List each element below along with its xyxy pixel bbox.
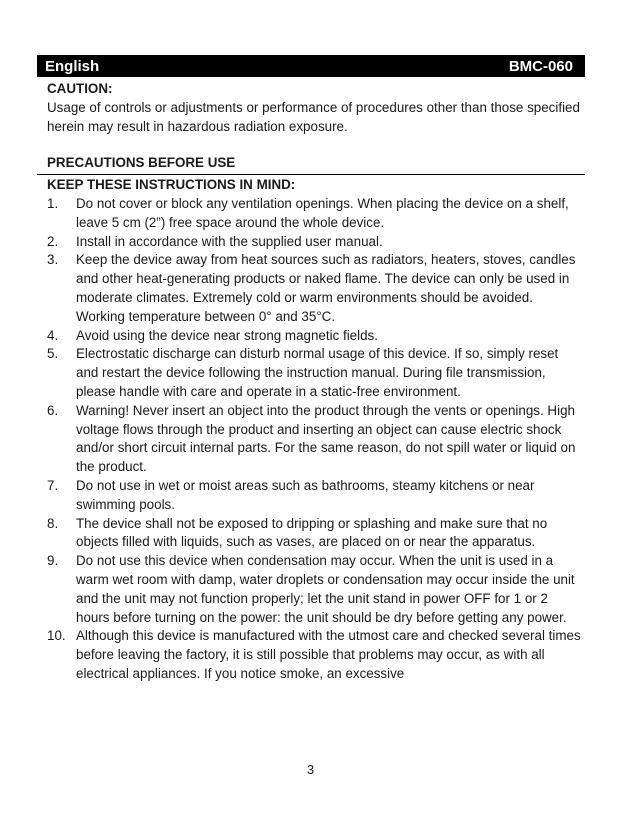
list-item-number: 8. (47, 515, 59, 531)
list-item-number: 9. (47, 553, 59, 569)
caution-title: CAUTION: (47, 81, 113, 96)
list-item-text: Do not use this device when condensation may occur. When the unit is used in a warm wet room with damp, water droplets or condensation may occur inside the unit and the unit may not function properly; let the unit stand in power OFF for 1 or 2 hours before turning on the power: the unit should be dry before getting any power. (76, 553, 575, 625)
list-item-number: 7. (47, 477, 59, 493)
precautions-list (47, 195, 581, 684)
manual-page (37, 55, 585, 684)
list-item (47, 627, 581, 683)
list-item-number: 3. (47, 252, 59, 268)
list-item (47, 195, 581, 233)
list-item (47, 402, 581, 477)
list-item (47, 477, 581, 515)
language-header-bar (37, 55, 585, 77)
list-item-number: 4. (47, 327, 59, 343)
list-item (47, 233, 581, 252)
list-item-text: The device shall not be exposed to dripping or splashing and make sure that no objects filled with liquids, such as vases, are placed on or near the apparatus. (76, 515, 548, 550)
list-item-text: Warning! Never insert an object into the product through the vents or openings. High voltage flows through the product and inserting an object can cause electric shock and/or short circuit internal parts. For the same reason, do not spill water or liquid on the product. (76, 402, 576, 475)
list-item (47, 345, 581, 401)
list-item (47, 251, 581, 326)
list-item (47, 515, 581, 553)
model-number: BMC-060 (508, 57, 573, 75)
language-label: English (45, 57, 100, 75)
list-item-number: 10. (47, 628, 66, 644)
list-item-number: 6. (47, 402, 59, 418)
list-item-text: Do not use in wet or moist areas such as bathrooms, steamy kitchens or near swimming pools. (76, 477, 535, 512)
list-item-text: Install in accordance with the supplied user manual. (76, 233, 383, 249)
list-item-text: Do not cover or block any ventilation openings. When placing the device on a shelf, leave 5 cm (2”) free space around the whole device. (76, 195, 569, 230)
page-content (37, 80, 585, 684)
list-item-text: Electrostatic discharge can disturb normal usage of this device. If so, simply reset and restart the device following the instruction manual. During file transmission, please handle with care and operate in a static-free environment. (76, 346, 559, 399)
precautions-title: PRECAUTIONS BEFORE USE (47, 155, 236, 171)
list-item-number: 1. (47, 195, 59, 211)
list-item-text: Although this device is manufactured with the utmost care and checked several times before leaving the factory, it is still possible that problems may occur, as with all electrical appliances. If you notice smoke, an excessive (76, 628, 581, 681)
list-item-text: Avoid using the device near strong magnetic fields. (76, 327, 378, 343)
caution-text: Usage of controls or adjustments or performance of procedures other than those specified herein may result in hazardous radiation exposure. (47, 99, 580, 134)
page-number: 3 (306, 762, 315, 777)
list-item (47, 327, 581, 346)
list-item-number: 2. (47, 233, 59, 249)
list-item-text: Keep the device away from heat sources such as radiators, heaters, stoves, candles and other heat-generating products or naked flame. The device can only be used in moderate climates. Extremely cold or warm environments should be avoided. Working temperature between 0° and 35°C. (76, 252, 576, 324)
section-divider (37, 174, 585, 175)
list-item (47, 552, 581, 627)
list-item-number: 5. (47, 346, 59, 362)
instructions-subhead: KEEP THESE INSTRUCTIONS IN MIND: (47, 177, 296, 193)
